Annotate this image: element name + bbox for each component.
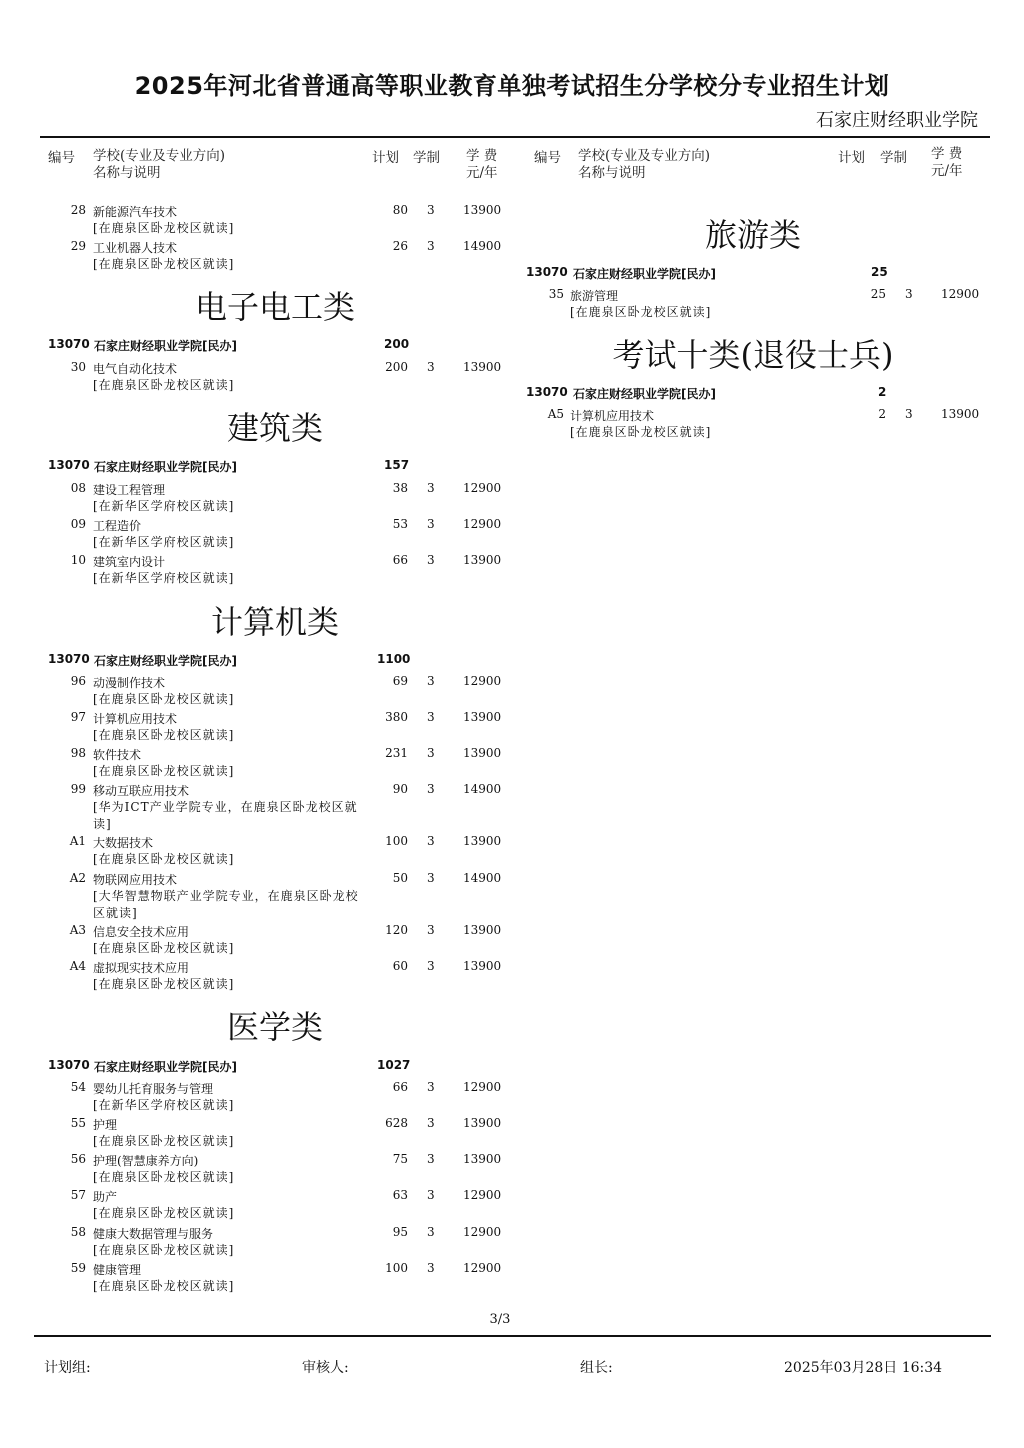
program-fee: 13900 xyxy=(463,1152,502,1166)
program-name: 建设工程管理 xyxy=(93,483,166,497)
program-years: 3 xyxy=(427,239,435,253)
program-plan: 2 xyxy=(878,407,886,421)
program-code: 58 xyxy=(70,1225,86,1239)
program-fee: 13900 xyxy=(941,407,980,421)
school-name: 石家庄财经职业学院[民办] xyxy=(94,654,237,668)
col-header-fee-2: 元/年 xyxy=(931,163,963,179)
program-code: 56 xyxy=(70,1152,86,1166)
program-plan: 66 xyxy=(392,1080,408,1094)
school-name: 石家庄财经职业学院[民办] xyxy=(573,387,716,401)
program-code: 99 xyxy=(70,782,86,796)
program-plan: 200 xyxy=(385,360,408,374)
program-note: [在新华区学府校区就读] xyxy=(93,535,235,549)
category-heading: 电子电工类 xyxy=(194,288,355,326)
program-name: 大数据技术 xyxy=(93,836,154,850)
program-note: [在鹿泉区卧龙校区就读] xyxy=(93,221,235,235)
program-note: [在鹿泉区卧龙校区就读] xyxy=(93,764,235,778)
school-code: 13070 xyxy=(526,385,568,399)
program-code: 59 xyxy=(70,1261,86,1275)
school-code: 13070 xyxy=(48,458,90,472)
program-name: 信息安全技术应用 xyxy=(93,925,190,939)
page-number: 3/3 xyxy=(489,1312,511,1327)
program-name: 电气自动化技术 xyxy=(93,362,178,376)
program-plan: 60 xyxy=(392,959,408,973)
col-header-school-2: 名称与说明 xyxy=(578,165,646,181)
program-code: A4 xyxy=(69,959,86,973)
program-plan: 90 xyxy=(392,782,408,796)
program-code: 29 xyxy=(70,239,86,253)
col-header-no: 编号 xyxy=(48,150,75,166)
category-heading: 旅游类 xyxy=(704,216,801,254)
program-plan: 50 xyxy=(392,871,408,885)
col-header-school-2: 名称与说明 xyxy=(93,165,161,181)
page-title: 2025年河北省普通高等职业教育单独考试招生分学校分专业招生计划 xyxy=(134,72,890,100)
program-name: 计算机应用技术 xyxy=(570,409,655,423)
program-fee: 13900 xyxy=(463,553,502,567)
program-years: 3 xyxy=(427,1225,435,1239)
program-note: [在鹿泉区卧龙校区就读] xyxy=(93,1279,235,1293)
program-years: 3 xyxy=(427,1188,435,1202)
program-note: [大华智慧物联产业学院专业，在鹿泉区卧龙校区就读] xyxy=(93,889,359,920)
program-code: 09 xyxy=(70,517,86,531)
program-plan: 380 xyxy=(385,710,408,724)
program-name: 物联网应用技术 xyxy=(93,873,178,887)
program-plan: 69 xyxy=(392,674,408,688)
program-fee: 14900 xyxy=(463,871,502,885)
col-header-fee: 学 费 xyxy=(466,148,498,164)
program-name: 软件技术 xyxy=(93,748,142,762)
program-fee: 12900 xyxy=(463,674,502,688)
program-plan: 63 xyxy=(392,1188,408,1202)
footer-planner: 计划组: xyxy=(44,1360,91,1376)
program-note: [在鹿泉区卧龙校区就读] xyxy=(570,305,712,319)
program-code: 10 xyxy=(70,553,86,567)
program-years: 3 xyxy=(427,481,435,495)
program-name: 工业机器人技术 xyxy=(93,241,178,255)
program-note: [在鹿泉区卧龙校区就读] xyxy=(93,692,235,706)
program-fee: 12900 xyxy=(463,1261,502,1275)
program-code: 35 xyxy=(548,287,564,301)
program-fee: 13900 xyxy=(463,203,502,217)
program-years: 3 xyxy=(905,287,913,301)
program-name: 旅游管理 xyxy=(570,289,619,303)
program-code: 57 xyxy=(70,1188,86,1202)
school-name: 石家庄财经职业学院[民办] xyxy=(94,1060,237,1074)
program-note: [在鹿泉区卧龙校区就读] xyxy=(93,852,235,866)
program-note: [在鹿泉区卧龙校区就读] xyxy=(93,378,235,392)
program-fee: 13900 xyxy=(463,360,502,374)
footer-rule xyxy=(34,1335,991,1337)
school-code: 13070 xyxy=(526,265,568,279)
school-plan-total: 1027 xyxy=(377,1058,411,1072)
program-note: [在新华区学府校区就读] xyxy=(93,1098,235,1112)
program-plan: 95 xyxy=(392,1225,408,1239)
col-header-no: 编号 xyxy=(534,150,561,166)
school-plan-total: 200 xyxy=(384,337,410,351)
program-code: 08 xyxy=(70,481,86,495)
program-note: [在新华区学府校区就读] xyxy=(93,571,235,585)
program-fee: 13900 xyxy=(463,923,502,937)
program-years: 3 xyxy=(427,1261,435,1275)
program-fee: 13900 xyxy=(463,746,502,760)
program-years: 3 xyxy=(427,871,435,885)
school-code: 13070 xyxy=(48,1058,90,1072)
col-header-plan: 计划 xyxy=(372,150,399,166)
col-header-school: 学校(专业及专业方向) xyxy=(578,148,711,164)
program-name: 新能源汽车技术 xyxy=(93,205,178,219)
program-fee: 13900 xyxy=(463,834,502,848)
program-name: 虚拟现实技术应用 xyxy=(93,961,190,975)
school-subtitle: 石家庄财经职业学院 xyxy=(816,110,978,131)
program-note: [华为ICT产业学院专业，在鹿泉区卧龙校区就读] xyxy=(93,800,358,831)
program-fee: 14900 xyxy=(463,239,502,253)
col-header-fee: 学 费 xyxy=(931,146,963,162)
program-years: 3 xyxy=(427,1116,435,1130)
program-code: A1 xyxy=(69,834,86,848)
program-name: 工程造价 xyxy=(93,519,142,533)
program-note: [在鹿泉区卧龙校区就读] xyxy=(93,1206,235,1220)
program-plan: 120 xyxy=(385,923,408,937)
program-fee: 12900 xyxy=(463,481,502,495)
program-code: 96 xyxy=(70,674,86,688)
program-years: 3 xyxy=(427,746,435,760)
school-name: 石家庄财经职业学院[民办] xyxy=(573,267,716,281)
category-heading: 医学类 xyxy=(226,1008,323,1046)
program-name: 护理(智慧康养方向) xyxy=(93,1154,199,1168)
program-name: 计算机应用技术 xyxy=(93,712,178,726)
program-years: 3 xyxy=(427,710,435,724)
program-note: [在鹿泉区卧龙校区就读] xyxy=(570,425,712,439)
program-fee: 14900 xyxy=(463,782,502,796)
category-heading: 建筑类 xyxy=(226,409,323,447)
program-code: 55 xyxy=(70,1116,86,1130)
footer-reviewer: 审核人: xyxy=(302,1360,349,1376)
program-code: 30 xyxy=(70,360,86,374)
program-code: 54 xyxy=(70,1080,86,1094)
col-header-plan: 计划 xyxy=(838,150,865,166)
program-years: 3 xyxy=(427,360,435,374)
program-name: 健康大数据管理与服务 xyxy=(93,1227,214,1241)
col-header-duration: 学制 xyxy=(413,150,440,166)
program-years: 3 xyxy=(427,923,435,937)
program-years: 3 xyxy=(427,517,435,531)
program-years: 3 xyxy=(427,553,435,567)
program-note: [在鹿泉区卧龙校区就读] xyxy=(93,728,235,742)
program-code: 98 xyxy=(70,746,86,760)
program-code: 28 xyxy=(70,203,86,217)
program-years: 3 xyxy=(427,674,435,688)
program-note: [在鹿泉区卧龙校区就读] xyxy=(93,1134,235,1148)
school-code: 13070 xyxy=(48,337,90,351)
program-years: 3 xyxy=(905,407,913,421)
program-plan: 100 xyxy=(385,1261,408,1275)
program-fee: 12900 xyxy=(941,287,980,301)
program-note: [在鹿泉区卧龙校区就读] xyxy=(93,941,235,955)
school-plan-total: 157 xyxy=(384,458,410,472)
program-name: 护理 xyxy=(93,1118,118,1132)
program-fee: 12900 xyxy=(463,1188,502,1202)
program-fee: 13900 xyxy=(463,1116,502,1130)
footer-timestamp: 2025年03月28日 16:34 xyxy=(784,1360,943,1376)
program-plan: 38 xyxy=(392,481,408,495)
program-plan: 80 xyxy=(392,203,408,217)
program-fee: 12900 xyxy=(463,517,502,531)
program-years: 3 xyxy=(427,834,435,848)
program-code: A2 xyxy=(69,871,86,885)
school-plan-total: 1100 xyxy=(377,652,411,666)
program-years: 3 xyxy=(427,782,435,796)
program-name: 动漫制作技术 xyxy=(93,676,166,690)
program-code: A5 xyxy=(547,407,564,421)
program-fee: 13900 xyxy=(463,710,502,724)
program-fee: 12900 xyxy=(463,1225,502,1239)
program-years: 3 xyxy=(427,959,435,973)
category-heading: 计算机类 xyxy=(210,603,339,641)
program-note: [在鹿泉区卧龙校区就读] xyxy=(93,1243,235,1257)
program-years: 3 xyxy=(427,1080,435,1094)
program-code: A3 xyxy=(69,923,86,937)
school-code: 13070 xyxy=(48,652,90,666)
footer-leader: 组长: xyxy=(580,1360,613,1376)
program-plan: 66 xyxy=(392,553,408,567)
program-note: [在新华区学府校区就读] xyxy=(93,499,235,513)
program-name: 健康管理 xyxy=(93,1263,142,1277)
program-plan: 26 xyxy=(392,239,408,253)
program-years: 3 xyxy=(427,1152,435,1166)
col-header-fee-2: 元/年 xyxy=(466,165,498,181)
program-note: [在鹿泉区卧龙校区就读] xyxy=(93,1170,235,1184)
program-years: 3 xyxy=(427,203,435,217)
header-rule xyxy=(40,136,990,138)
program-code: 97 xyxy=(70,710,86,724)
program-fee: 12900 xyxy=(463,1080,502,1094)
program-note: [在鹿泉区卧龙校区就读] xyxy=(93,257,235,271)
program-name: 移动互联应用技术 xyxy=(93,784,190,798)
program-plan: 25 xyxy=(870,287,886,301)
program-plan: 628 xyxy=(385,1116,408,1130)
category-heading: 考试十类(退役士兵) xyxy=(612,336,894,374)
program-note: [在鹿泉区卧龙校区就读] xyxy=(93,977,235,991)
col-header-school: 学校(专业及专业方向) xyxy=(93,148,226,164)
program-plan: 53 xyxy=(392,517,408,531)
program-fee: 13900 xyxy=(463,959,502,973)
program-plan: 231 xyxy=(385,746,408,760)
school-name: 石家庄财经职业学院[民办] xyxy=(94,339,237,353)
school-name: 石家庄财经职业学院[民办] xyxy=(94,460,237,474)
school-plan-total: 2 xyxy=(878,385,887,399)
program-name: 助产 xyxy=(93,1190,118,1204)
program-name: 建筑室内设计 xyxy=(93,555,166,569)
program-name: 婴幼儿托育服务与管理 xyxy=(93,1082,214,1096)
school-plan-total: 25 xyxy=(871,265,888,279)
col-header-duration: 学制 xyxy=(880,150,907,166)
program-plan: 75 xyxy=(392,1152,408,1166)
program-plan: 100 xyxy=(385,834,408,848)
